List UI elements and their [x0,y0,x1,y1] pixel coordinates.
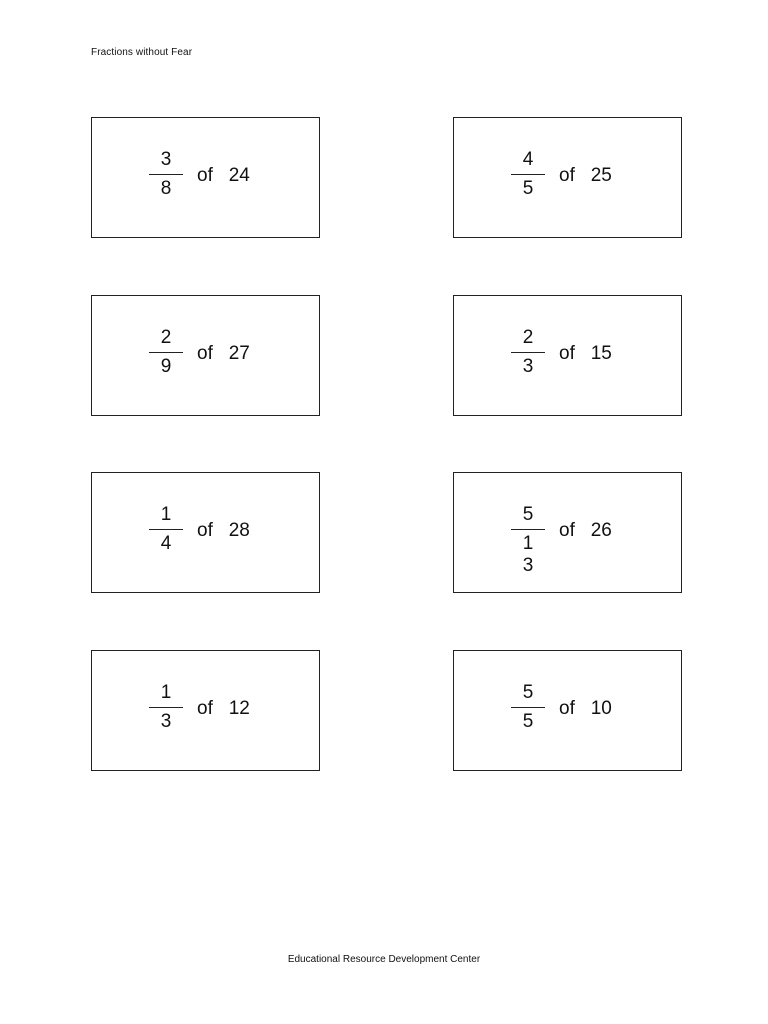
of-expression [197,520,250,542]
problem-card-7 [91,650,320,771]
whole-number: 24 [228,165,250,186]
denominator: 5 [522,711,534,732]
whole-number: 15 [590,343,612,364]
problem-card-1 [91,117,320,238]
fraction [148,149,184,200]
of-expression [559,698,612,720]
fraction [510,149,546,200]
numerator: 1 [160,504,172,525]
numerator: 4 [522,149,534,170]
of-expression [559,165,612,187]
of-word: of [197,520,213,541]
page-footer: Educational Resource Development Center [287,954,481,965]
numerator: 2 [160,327,172,348]
of-word: of [559,343,575,364]
fraction-bar [149,352,183,353]
numerator: 5 [522,682,534,703]
denominator: 3 [522,356,534,377]
problem-card-4 [453,295,682,416]
fraction-bar [511,707,545,708]
overflow-digit: 3 [522,555,534,576]
of-word: of [559,520,575,541]
fraction-bar [511,174,545,175]
page-header: Fractions without Fear [91,47,193,58]
denominator: 9 [160,356,172,377]
numerator: 3 [160,149,172,170]
of-expression [197,165,250,187]
numerator: 2 [522,327,534,348]
of-word: of [197,698,213,719]
problem-card-8 [453,650,682,771]
whole-number: 12 [228,698,250,719]
fraction-bar [511,352,545,353]
problem-card-5 [91,472,320,593]
denominator: 5 [522,178,534,199]
of-word: of [197,343,213,364]
fraction [148,504,184,555]
fraction [510,327,546,378]
of-expression [197,698,250,720]
fraction-bar [149,174,183,175]
whole-number: 10 [590,698,612,719]
fraction-bar [149,529,183,530]
whole-number: 27 [228,343,250,364]
of-word: of [559,165,575,186]
denominator: 8 [160,178,172,199]
problem-card-6 [453,472,682,593]
of-word: of [559,698,575,719]
denominator: 3 [160,711,172,732]
numerator: 1 [160,682,172,703]
problem-card-3 [91,295,320,416]
whole-number: 28 [228,520,250,541]
fraction [148,327,184,378]
fraction [510,682,546,733]
fraction [148,682,184,733]
whole-number: 26 [590,520,612,541]
of-expression [559,520,612,542]
denominator: 4 [160,533,172,554]
of-word: of [197,165,213,186]
denominator: 1 [522,533,534,554]
of-expression [559,343,612,365]
fraction-bar [511,529,545,530]
of-expression [197,343,250,365]
fraction [510,504,546,577]
whole-number: 25 [590,165,612,186]
fraction-bar [149,707,183,708]
problem-card-2 [453,117,682,238]
numerator: 5 [522,504,534,525]
